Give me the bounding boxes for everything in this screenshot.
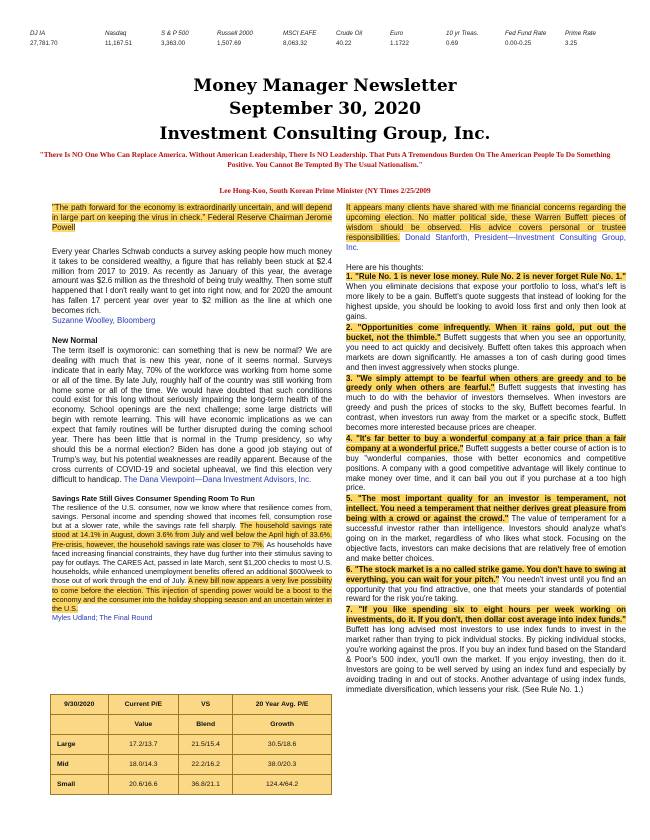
- ticker-item: Russell 2000 1,507.69: [217, 30, 253, 47]
- rule-7: 7. "If you like spending six to eight hours per week working on investments, do it. If you don't, then dollar cost average into index funds." Buffett has long advised most investors to use index funds to invest in the market rather than trying to pick individual stocks. By picking individual stocks, you're working against the pros. If you buy an index fund based on the Standard & Poor's 500 index, you'll own the market. If you enjoy investing, then do it. Investors are going to be well served by using an index fund and especially by avoiding trading in and out of stocks. Another advantage of using index funds, immediate diversification, which lessens your risk. (See Rule No. 1.): [346, 605, 626, 694]
- table-header: 20 Year Avg. P/E: [233, 695, 332, 715]
- ticker-item: DJ IA 27,781.70: [30, 30, 58, 47]
- table-row: [51, 755, 332, 775]
- left-column: [52, 203, 332, 622]
- table-date: 9/30/2020: [51, 695, 109, 715]
- table-cell: 20.6/16.6: [108, 775, 179, 795]
- right-column: [346, 203, 626, 695]
- newsletter-date: September 30, 2020: [228, 99, 422, 119]
- table-header: Current P/E: [108, 695, 179, 715]
- table-row: [51, 695, 332, 715]
- rule-4: 4. "It's far better to buy a wonderful company at a fair price than a fair company at a wonderful price." Buffett suggests a better course of action is to buy "wonderful companies, those with better economics and competitive positions. A company with a good competitive advantage will likely continue to make money over time, and it can bail you out if you purchase at a too high price.: [346, 433, 626, 493]
- table-subheader: Blend: [179, 715, 233, 735]
- ticker-item: MSCI EAFE 8,063.32: [283, 30, 317, 47]
- table-cell: 18.0/14.3: [108, 755, 179, 775]
- market-ticker: [30, 30, 630, 52]
- table-cell: 22.2/16.2: [179, 755, 233, 775]
- savings-paragraph: The resilience of the U.S. consumer, now we know where that resilience comes from, savings. Personal income and spending showed that incomes fell, consumption rose but at a slower rate, while the savings rate fell sharply. The household savings rate stood at 14.1% in August, down 3.6% from July and well below the April high of 33.6%. Pre-crisis, however, the household savings rate was closer to 7%. As households have faced increasing financial constraints, they have dug further into their stimulus saving to pay for outlays. The CARES Act, passed in late March, sent $1,200 checks to most U.S. households, while enhanced unemployment benefits offered an additional $600/week to those out of work through the end of July. A new bill now appears a very live possibility to come before the election. This injection of spending power would be a boost to the economy and the consumer into the holiday shopping season and an uncertain winter in the U.S.: [52, 502, 332, 613]
- ticker-item: Prime Rate 3.25: [565, 30, 596, 47]
- row-label: Small: [51, 775, 109, 795]
- table-row: [51, 775, 332, 795]
- thoughts-label: Here are his thoughts:: [346, 262, 424, 272]
- rule-3: 3. "We simply attempt to be fearful when others are greedy and to be greedy only when others are fearful." Buffett suggests that investing has much to do with the behavior of investors themselves. When investors are greedy and push the prices of stocks to the sky, Buffett becomes fearful. In contrast, when investors run away from the market or a specific stock, Buffett becomes more interested because prices are cheaper.: [346, 373, 626, 433]
- new-normal-paragraph: The term itself is oxymoronic: can something that is new be normal? We are dealing with much that is new this year, none of it seems normal. Surveys indicate that in early May, 70% of the workforce was working from home some or all of the time. By late July, roughly half of the country was still working from home some or all of the time. We would have doubted that such conditions could exist for this long without seriously impairing the long-term health of the economy. School openings are the next challenge; some large districts will begin with remote learning. This will have economic implications as we can expect that family routines will be further disrupted during the coming school year. There has been little that is normal in the Trump presidency, so why should this be a normal election? Biden has done a good job staying out of Trump's way, but his potential weaknesses are readily apparent. Because of the cross currents of COVID-19 and societal upheaval, we find this election very difficult to handicap. The Dana Viewpoint—Dana Investment Advisors, Inc.: [52, 345, 332, 484]
- table-subheader: Growth: [233, 715, 332, 735]
- table-subheader: Value: [108, 715, 179, 735]
- rule-2: 2. "Opportunities come infrequently. When it rains gold, put out the bucket, not the thimble." Buffett suggests that when you see an opportunity, you need to act quickly and decisively. Buffett often takes this approach when markets are down significantly. He amasses a ton of cash during good times and then invest aggressively when stocks plunge.: [346, 322, 627, 372]
- table-cell: 36.8/21.1: [179, 775, 233, 795]
- rule-1: 1. "Rule No. 1 is never lose money. Rule No. 2 is never forget Rule No. 1." When you eliminate decisions that expose your portfolio to loss, what's left is more likely to be a gain. Buffett's quote suggests that instead of looking for the highest upside, you should be looking to avoid loss first and only then look at gains.: [346, 272, 626, 322]
- table-cell: 21.5/15.4: [179, 735, 233, 755]
- new-normal-source: The Dana Viewpoint—Dana Investment Advisors, Inc.: [123, 474, 312, 484]
- table-row: [51, 715, 332, 735]
- ticker-item: 10 yr Treas. 0.69: [446, 30, 479, 47]
- table-cell: 17.2/13.7: [108, 735, 179, 755]
- new-normal-heading: New Normal: [52, 335, 98, 345]
- ticker-item: Euro 1.1722: [390, 30, 409, 47]
- pe-ratio-table: [50, 694, 332, 795]
- buffett-intro: It appears many clients have shared with me financial concerns regarding the upcoming election. No matter political side, these Warren Buffett pieces of wisdom should be observed. His advice covers personal or trustee responsibilities. Donald Stanforth, President—Investment Consulting Group, Inc.: [346, 203, 626, 252]
- table-cell: 124.4/64.2: [233, 775, 332, 795]
- table-cell: 38.0/20.3: [233, 755, 332, 775]
- schwab-source: Suzanne Woolley, Bloomberg: [52, 316, 156, 326]
- powell-quote: "The path forward for the economy is extraordinarily uncertain, and will depend in large part on keeping the virus in check." Federal Reserve Chairman Jerome Powell: [52, 203, 332, 232]
- row-label: Large: [51, 735, 109, 755]
- rule-5: 5. "The most important quality for an investor is temperament, not intellect. You need a temperament that neither derives great pleasure from being with a crowd or against the crowd." The value of temperament for a successful investor rather than intelligence. Investors should analyze what's going on in the market, regardless of who likes what stock. Focusing on the objective facts, investors can make decisions that are relatively free of emotion and make better choices.: [346, 494, 626, 563]
- table-header: VS: [179, 695, 233, 715]
- newsletter-title: Money Manager Newsletter: [193, 76, 457, 96]
- company-name: Investment Consulting Group, Inc.: [159, 124, 491, 144]
- ticker-item: Fed Fund Rate 0.00-0.25: [505, 30, 547, 47]
- row-label: Mid: [51, 755, 109, 775]
- header-quote: "There Is NO One Who Can Replace America. Without American Leadership, There Is NO Leadership. That Puts A Tremendous Burden On The American People To Do Something Positive. You Cannot Be Tempted By The Usual Nationalism.": [39, 150, 611, 169]
- quote-attribution: Lee Hong-Koo, South Korean Prime Minister (NY Times 2/25/2009: [219, 186, 431, 195]
- ticker-item: Crude Oil 40.22: [336, 30, 363, 47]
- savings-heading: Savings Rate Still Gives Consumer Spending Room To Run: [52, 493, 255, 503]
- rule-6: 6. "The stock market is a no called strike game. You don't have to swing at everything, you can wait for your pitch." You needn't invest until you find an opportunity that you find attractive, one that meets your standards of potential reward for the risk you're taking.: [346, 564, 627, 604]
- intro-source: Donald Stanforth, President—Investment Consulting Group, Inc.: [346, 232, 626, 252]
- schwab-paragraph: Every year Charles Schwab conducts a survey asking people how much money it takes to be considered wealthy, a figure that has reliably been stuck at $2.4 million from 2017 to 2019. As recently as January of this year, the average amount was $2.6 million as the threshold of being truly wealthy. Then some stuff happened that I don't really want to get into right now, and for 2020 the amount has fallen 17 percent year over year to $2 million as the line at which one becomes rich.: [52, 246, 332, 316]
- savings-source: Myles Udland; The Final Round: [52, 613, 153, 623]
- ticker-item: S & P 500 3,363.00: [161, 30, 189, 47]
- table-cell: 30.5/18.6: [233, 735, 332, 755]
- table-row: [51, 735, 332, 755]
- ticker-item: Nasdaq 11,167.51: [105, 30, 133, 47]
